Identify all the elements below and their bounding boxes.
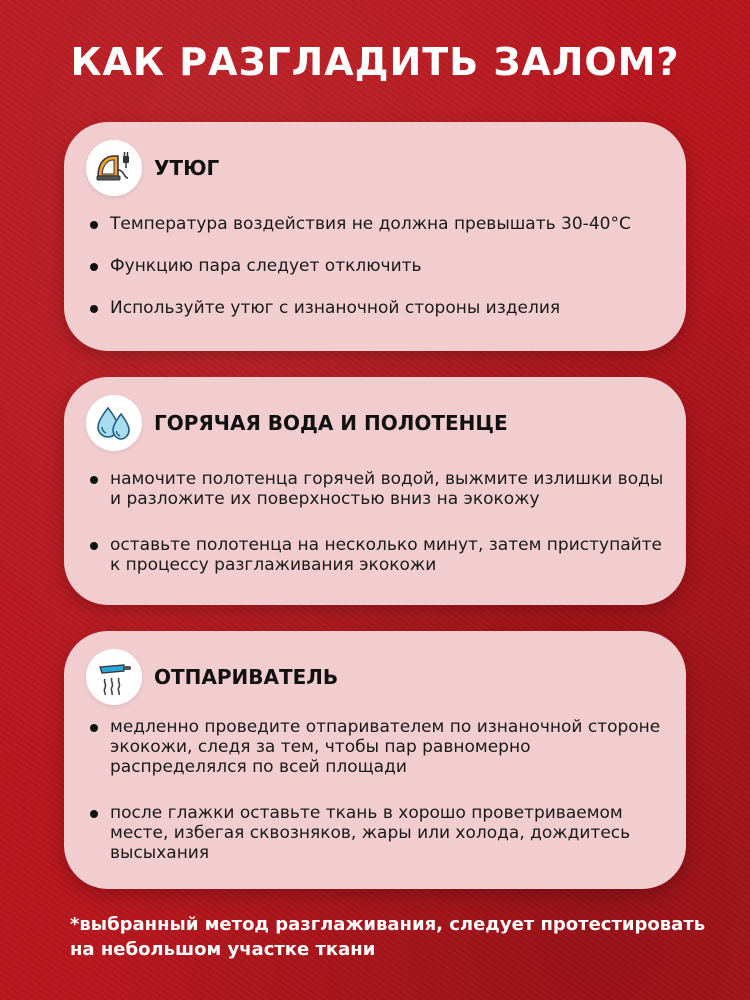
section-list: [90, 717, 666, 863]
list-item: оставьте полотенца на несколько минут, затем приступайте к процессу разглаживания экокожи: [90, 535, 666, 575]
section-heading: ОТПАРИВАТЕЛЬ: [154, 665, 339, 689]
footnote: *выбранный метод разглаживания, следует протестировать на небольшом участке ткани: [70, 914, 706, 960]
list-item: Используйте утюг с изнаночной стороны изделия: [90, 298, 666, 318]
section-list: [90, 469, 666, 575]
steamer-icon: [86, 649, 142, 705]
section-header: [86, 649, 338, 705]
list-item: Температура воздействия не должна превышать 30-40°С: [90, 214, 666, 234]
list-item: Функцию пара следует отключить: [90, 256, 666, 276]
list-item: после глажки оставьте ткань в хорошо проветриваемом месте, избегая сквозняков, жары или холода, дождитесь высыхания: [90, 803, 666, 863]
page-title: КАК РАЗГЛАДИТЬ ЗАЛОМ?: [70, 40, 680, 84]
section-steamer-card: [64, 631, 686, 889]
iron-icon: [86, 140, 142, 196]
section-header: [86, 140, 219, 196]
list-item: намочите полотенца горячей водой, выжмите излишки воды и разложите их поверхностью вниз на экокожу: [90, 469, 666, 509]
list-item: медленно проведите отпаривателем по изнаночной стороне экокожи, следя за тем, чтобы пар равномерно распределялся по всей площади: [90, 717, 666, 777]
section-list: [90, 214, 666, 318]
section-heading: УТЮГ: [154, 156, 220, 180]
section-header: [86, 395, 508, 451]
water-drops-icon: [86, 395, 142, 451]
section-iron-card: [64, 122, 686, 351]
section-heading: ГОРЯЧАЯ ВОДА И ПОЛОТЕНЦЕ: [154, 411, 508, 435]
section-hot-water-card: [64, 377, 686, 605]
